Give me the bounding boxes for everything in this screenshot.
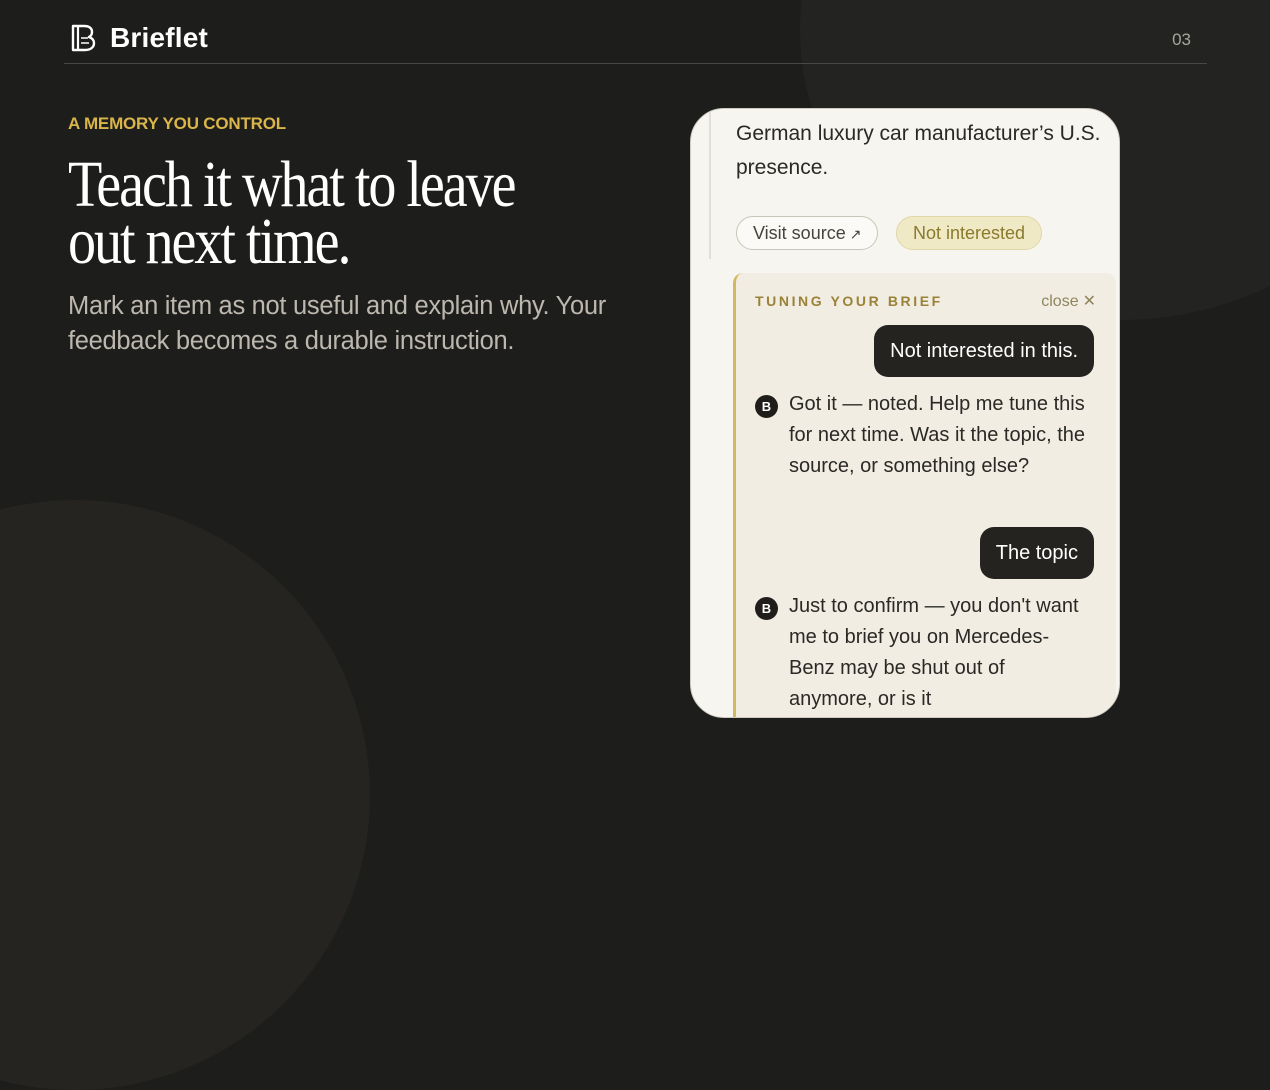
user-message: Not interested in this. — [874, 325, 1094, 377]
bot-message-text: Got it — noted. Help me tune this for next time. Was it the topic, the source, or something else? — [789, 393, 1086, 477]
page-number: 03 — [1172, 30, 1191, 49]
brand-logo — [70, 22, 208, 54]
brief-card — [690, 108, 1120, 718]
background-shape — [0, 500, 370, 1090]
tuning-panel — [733, 273, 1116, 718]
not-interested-button[interactable]: Not interested — [896, 216, 1042, 250]
visit-source-button[interactable] — [736, 216, 878, 250]
headline: Teach it what to leave out next time. — [68, 148, 515, 278]
close-label: close — [1041, 293, 1079, 310]
bot-avatar-icon: B — [755, 395, 778, 418]
bot-avatar-icon: B — [755, 597, 778, 620]
brand-name: Brieflet — [110, 22, 209, 53]
user-message: The topic — [980, 527, 1094, 579]
brief-item-text: German luxury car manufacturer’s U.S. presence. — [736, 122, 1101, 179]
top-bar — [64, 20, 1207, 64]
hero-subtext: Mark an item as not useful and explain why. Your feedback becomes a durable instruction. — [68, 292, 606, 355]
close-button[interactable] — [1041, 291, 1096, 311]
close-icon: ✕ — [1082, 293, 1096, 310]
brieflet-logo-icon — [70, 23, 98, 53]
bot-message-text: Just to confirm — you don't want me to brief you on Mercedes-Benz may be shut out of anymore, or is it — [789, 595, 1079, 710]
section-eyebrow: A MEMORY YOU CONTROL — [68, 114, 286, 133]
visit-source-label: Visit source — [753, 223, 846, 243]
item-divider — [709, 109, 711, 259]
external-link-icon: ↗ — [849, 226, 862, 242]
tuning-title: TUNING YOUR BRIEF — [755, 293, 943, 309]
